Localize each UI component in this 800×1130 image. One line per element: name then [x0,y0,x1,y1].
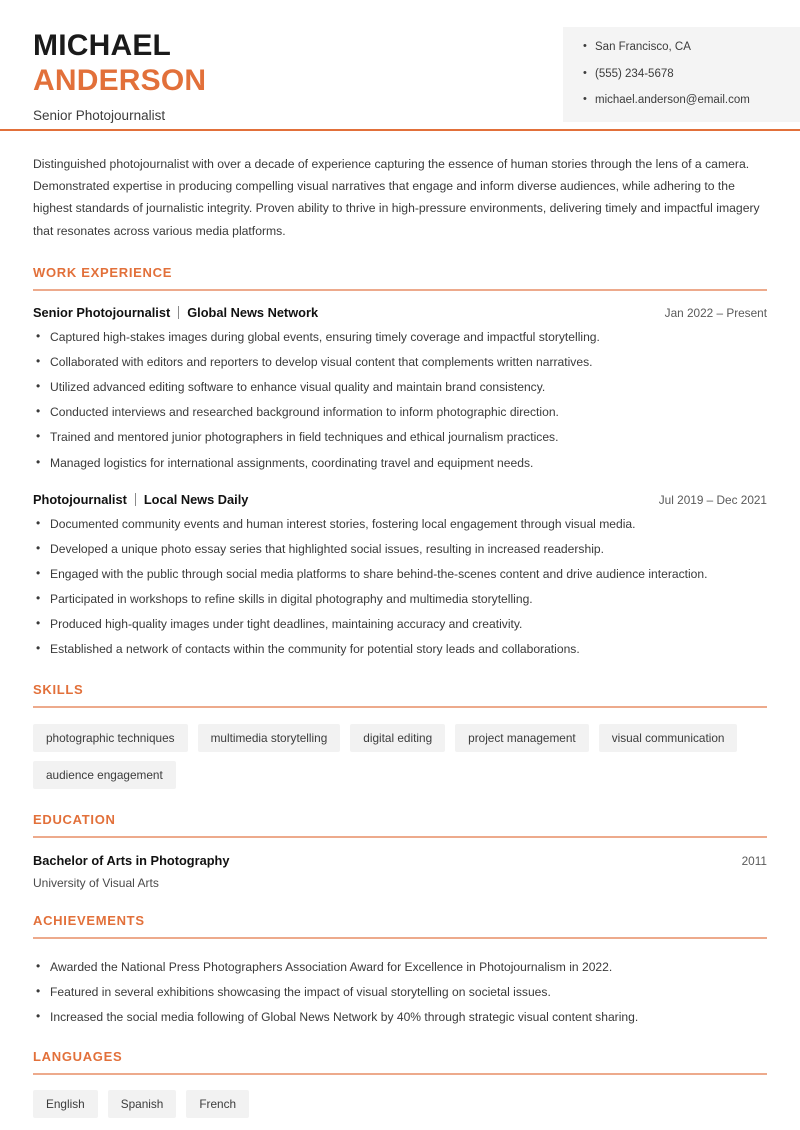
section-title-skills: SKILLS [33,681,84,697]
last-name: ANDERSON [33,64,207,98]
bullet-item: • Featured in several exhibitions showcasing the impact of visual storytelling on societal issues. [33,983,767,1001]
work-entry [33,492,767,659]
section-divider [33,1073,767,1075]
bullet-item: • Conducted interviews and researched background information to inform photographic direction. [33,403,767,421]
bullet-item: • Engaged with the public through social media platforms to share behind-the-scenes content and drive audience interaction. [33,565,767,583]
section-title-achievements: ACHIEVEMENTS [33,912,145,928]
bullet-item: • Captured high-stakes images during global events, ensuring timely coverage and impactful storytelling. [33,328,767,346]
skills-tag-list [33,724,767,789]
work-entry-company: Local News Daily [143,491,249,507]
headline-job-title: Senior Photojournalist [33,107,166,123]
skill-tag: multimedia storytelling [198,724,341,752]
section-education [33,812,767,890]
work-entry [33,305,767,472]
work-entry-bullets [33,328,767,472]
work-entry-header [33,305,767,320]
bullet-item: • Produced high-quality images under tight deadlines, maintaining accuracy and creativity. [33,615,767,633]
work-entry-title [33,305,318,320]
bullet-item: • Trained and mentored junior photographers in field techniques and ethical journalism practices. [33,428,767,446]
work-entry-header [33,492,767,507]
contact-email: • michael.anderson@email.com [583,93,800,109]
bullet-item: • Managed logistics for international assignments, coordinating travel and equipment needs. [33,454,767,472]
language-tag: French [186,1090,249,1118]
work-entry-role: Photojournalist [33,491,127,507]
bullet-item: • Developed a unique photo essay series that highlighted social issues, resulting in increased readership. [33,540,767,558]
bullet-item: • Established a network of contacts within the community for potential story leads and collaborations. [33,640,767,658]
section-skills [33,682,767,789]
section-divider [33,706,767,708]
section-title-education: EDUCATION [33,811,116,827]
contact-phone: • (555) 234-5678 [583,67,800,83]
work-entry-date: Jul 2019 – Dec 2021 [658,492,767,507]
work-entry-date: Jan 2022 – Present [664,305,767,320]
identity-block [0,22,206,123]
work-entry-bullets [33,515,767,659]
bullet-item: • Utilized advanced editing software to enhance visual quality and maintain brand consistency. [33,378,767,396]
section-title-work-experience: WORK EXPERIENCE [33,264,173,280]
section-divider [33,836,767,838]
education-entry-header [33,853,767,868]
section-achievements [33,913,767,1026]
work-entry-role: Senior Photojournalist [33,304,171,320]
skill-tag: visual communication [599,724,738,752]
section-title-languages: LANGUAGES [33,1049,123,1065]
language-tag: English [33,1090,98,1118]
work-entry-company: Global News Network [187,304,319,320]
separator-pipe [178,306,179,319]
resume-header [0,0,800,131]
section-divider [33,289,767,291]
skill-tag: audience engagement [33,761,176,789]
first-name: MICHAEL [33,29,172,62]
language-tag: Spanish [108,1090,177,1118]
contact-location: • San Francisco, CA [583,40,800,56]
education-year: 2011 [741,853,767,868]
bullet-item: • Increased the social media following of Global News Network by 40% through strategic visual content sharing. [33,1008,767,1026]
resume-body [0,153,800,1118]
skill-tag: digital editing [350,724,445,752]
bullet-item: • Awarded the National Press Photographers Association Award for Excellence in Photojournalism in 2022. [33,958,767,976]
section-languages [33,1049,767,1118]
achievements-list [33,958,767,1026]
professional-summary: Distinguished photojournalist with over a decade of experience capturing the essence of human stories through the lens of a camera. Demonstrated expertise in producing compelling visual narratives that engage and inform diverse audiences, while adhering to the highest standards of journalistic integrity. Proven ability to thrive in high-pressure environments, delivering timely and impactful imagery that resonates across various media platforms. [33,157,760,238]
education-entry [33,853,767,890]
skill-tag: project management [455,724,589,752]
skill-tag: photographic techniques [33,724,188,752]
education-degree: Bachelor of Arts in Photography [33,852,230,868]
separator-pipe [135,493,136,506]
bullet-item: • Collaborated with editors and reporters to develop visual content that complements written narratives. [33,353,767,371]
section-work-experience [33,265,767,659]
languages-tag-list [33,1090,767,1118]
education-school: University of Visual Arts [33,875,159,890]
bullet-item: • Documented community events and human interest stories, fostering local engagement through visual media. [33,515,767,533]
section-divider [33,937,767,939]
work-entry-title [33,492,248,507]
bullet-item: • Participated in workshops to refine skills in digital photography and multimedia storytelling. [33,590,767,608]
contact-info-box [563,27,800,122]
